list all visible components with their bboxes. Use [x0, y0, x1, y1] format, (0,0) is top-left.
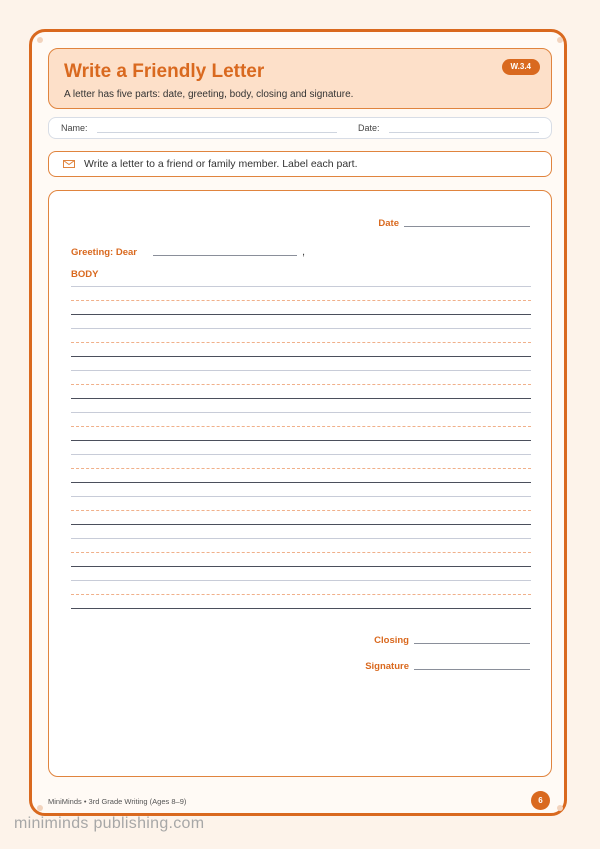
letter-date-line[interactable] — [404, 226, 530, 227]
footer-publisher: MiniMinds • 3rd Grade Writing (Ages 8–9) — [48, 797, 187, 806]
ruling-line-top — [71, 454, 531, 455]
signature-label: Signature — [365, 661, 409, 672]
ruling-line-base — [71, 482, 531, 483]
body-label: BODY — [71, 269, 99, 280]
ruling-line-base — [71, 566, 531, 567]
page-subtitle: A letter has five parts: date, greeting, body, closing and signature. — [64, 89, 354, 100]
worksheet-header — [48, 48, 552, 109]
writing-line-group[interactable] — [71, 370, 531, 412]
ruling-line-mid — [71, 468, 531, 469]
page-number-badge: 6 — [531, 791, 550, 810]
ruling-line-mid — [71, 552, 531, 553]
letter-card — [48, 190, 552, 777]
name-date-bar — [48, 117, 552, 139]
greeting-label: Greeting: Dear — [71, 247, 137, 258]
page-title: Write a Friendly Letter — [64, 61, 265, 82]
standard-badge: W.3.4 — [502, 59, 540, 75]
writing-line-group[interactable] — [71, 412, 531, 454]
writing-line-group[interactable] — [71, 496, 531, 538]
name-label: Name: — [61, 123, 88, 133]
closing-label: Closing — [374, 635, 409, 646]
ruling-line-base — [71, 524, 531, 525]
corner-dot — [37, 37, 43, 43]
ruling-line-base — [71, 608, 531, 609]
ruling-line-mid — [71, 384, 531, 385]
ruling-line-top — [71, 412, 531, 413]
ruling-line-top — [71, 496, 531, 497]
date-part-label: Date — [378, 218, 399, 229]
closing-line[interactable] — [414, 643, 530, 644]
ruling-line-base — [71, 356, 531, 357]
watermark-text: miniminds publishing.com — [14, 815, 205, 832]
ruling-line-top — [71, 370, 531, 371]
envelope-icon — [63, 160, 75, 168]
greeting-comma: , — [302, 246, 306, 258]
writing-line-group[interactable] — [71, 538, 531, 580]
writing-line-group[interactable] — [71, 286, 531, 328]
ruling-line-base — [71, 314, 531, 315]
ruling-line-top — [71, 580, 531, 581]
corner-dot — [557, 37, 563, 43]
ruling-line-mid — [71, 342, 531, 343]
ruling-line-top — [71, 538, 531, 539]
ruling-line-mid — [71, 594, 531, 595]
date-label: Date: — [358, 123, 380, 133]
instruction-box — [48, 151, 552, 177]
ruling-line-top — [71, 328, 531, 329]
name-field[interactable] — [97, 132, 337, 133]
writing-line-group[interactable] — [71, 328, 531, 370]
ruling-line-mid — [71, 510, 531, 511]
signature-line[interactable] — [414, 669, 530, 670]
ruling-line-mid — [71, 300, 531, 301]
writing-line-group[interactable] — [71, 454, 531, 496]
ruling-line-base — [71, 440, 531, 441]
date-field[interactable] — [389, 132, 539, 133]
writing-line-group[interactable] — [71, 580, 531, 622]
ruling-line-base — [71, 398, 531, 399]
greeting-name-line[interactable] — [153, 255, 297, 256]
corner-dot — [557, 805, 563, 811]
instruction-text: Write a letter to a friend or family member. Label each part. — [84, 158, 358, 170]
ruling-line-top — [71, 286, 531, 287]
corner-dot — [37, 805, 43, 811]
ruling-line-mid — [71, 426, 531, 427]
